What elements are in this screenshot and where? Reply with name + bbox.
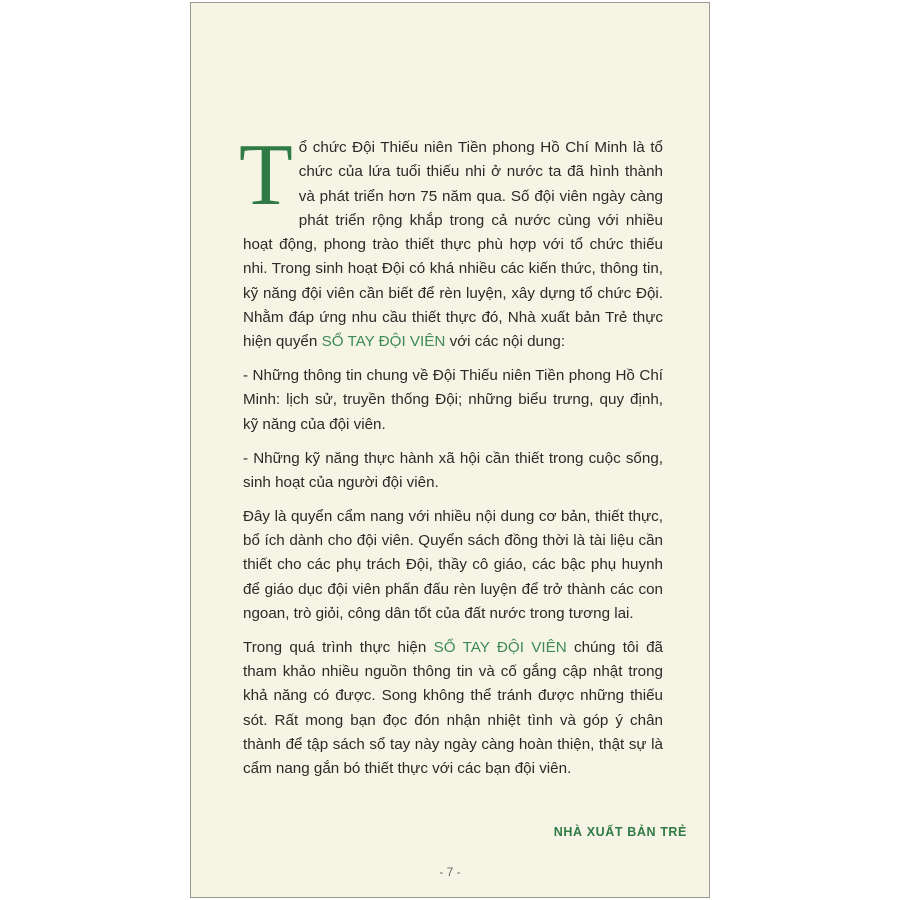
paragraph-4 (243, 636, 663, 782)
book-page (190, 2, 710, 898)
intro-end-text: với các nội dung: (449, 333, 566, 351)
book-title-2: SỔ TAY ĐỘI VIÊN (433, 638, 567, 656)
book-title: SỔ TAY ĐỘI VIÊN (321, 333, 446, 351)
drop-cap: T (239, 127, 293, 224)
page-number: - 7 - (439, 865, 461, 879)
paragraph-3: Đây là quyển cẩm nang với nhiều nội dung cơ bản, thiết thực, bổ ích dành cho đội viên. Quyển sách đồng thời là tài liệu cần thiết cho các phụ trách Đội, thầy cô giáo, các bậc phụ huynh để giáo dục đội viên phấn đấu rèn luyện để trở thành các con ngoan, trò giỏi, công dân tốt của đất nước trong tương lai. (243, 507, 663, 622)
intro-text: ổ chức Đội Thiếu niên Tiền phong Hồ Chí Minh là tổ chức của lứa tuổi thiếu nhi ở nước ta đã hình thành và phát triển hơn 75 năm qua. Số đội viên ngày càng phát triển rộng khắp trong cả nước cùng với nhiều hoạt động, phong trào thiết thực phù hợp với tổ chức thiếu nhi. Trong sinh hoạt Đội có khá nhiều các kiến thức, thông tin, kỹ năng đội viên cần biết để rèn luyện, xây dựng tổ chức Đội. Nhằm đáp ứng nhu cầu thiết thực đó, Nhà xuất bản Trẻ thực hiện quyển (243, 139, 663, 351)
intro-paragraph (239, 127, 663, 355)
foreword-text (239, 127, 663, 791)
bullet-item: - Những thông tin chung về Đội Thiếu niên Tiền phong Hồ Chí Minh: lịch sử, truyền thống Đội; những biểu trưng, quy định, kỹ năng của đội viên. (243, 367, 663, 433)
bullet-item: - Những kỹ năng thực hành xã hội cần thiết trong cuộc sống, sinh hoạt của người đội viên. (243, 449, 663, 491)
para4-end: chúng tôi đã tham khảo nhiều nguồn thông tin và cố gắng cập nhật trong khả năng có được. Song không thể tránh được những thiếu sót. Rất mong bạn đọc đón nhận nhiệt tình và góp ý chân thành để tập sách sổ tay này ngày càng hoàn thiện, thật sự là cẩm nang gắn bó thiết thực với các bạn đội viên. (243, 638, 663, 778)
publisher-signature: NHÀ XUẤT BẢN TRẺ (553, 825, 687, 839)
para4-start: Trong quá trình thực hiện (243, 638, 427, 656)
